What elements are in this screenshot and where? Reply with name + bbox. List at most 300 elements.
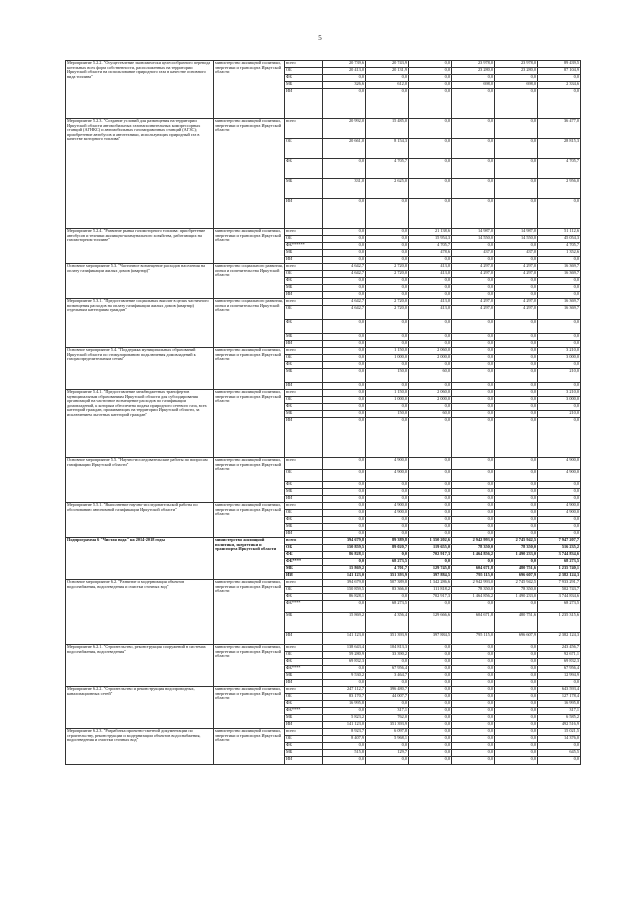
value-cell: 317,1: [366, 708, 409, 715]
value-cell: 0,0: [409, 418, 452, 458]
source-cell: МБ: [285, 250, 323, 257]
value-cell: 492 516,9: [538, 722, 581, 729]
value-cell: 0,0: [495, 397, 538, 404]
value-cell: 78 350,0: [452, 587, 495, 594]
value-cell: 60,0: [409, 369, 452, 383]
value-cell: 0,0: [538, 75, 581, 82]
value-cell: 4 705,7: [538, 243, 581, 250]
value-cell: 413,0: [409, 271, 452, 278]
value-cell: 2 745 942,5: [495, 580, 538, 587]
value-cell: 0,0: [323, 355, 366, 362]
value-cell: 0,0: [323, 411, 366, 418]
source-cell: ОБ: [285, 397, 323, 404]
value-cell: 2 942 993,0: [452, 538, 495, 545]
value-cell: 0,0: [495, 666, 538, 673]
value-cell: 0,0: [323, 159, 366, 179]
value-cell: 45 054,3: [538, 236, 581, 243]
value-cell: 0,0: [366, 404, 409, 411]
value-cell: 413,0: [409, 264, 452, 271]
value-cell: 0,0: [409, 715, 452, 722]
value-cell: 0,0: [366, 257, 409, 264]
source-cell: МБ: [285, 750, 323, 757]
value-cell: 23 978,0: [452, 61, 495, 68]
value-cell: 0,0: [495, 687, 538, 694]
value-cell: 0,0: [538, 292, 581, 299]
value-cell: 92 671,1: [538, 652, 581, 659]
value-cell: 0,0: [495, 680, 538, 687]
value-cell: 0,0: [323, 458, 366, 470]
value-cell: 0,0: [538, 334, 581, 341]
value-cell: 4 900,0: [538, 470, 581, 482]
value-cell: 9 530,2: [323, 673, 366, 680]
source-cell: ФБ: [285, 482, 323, 489]
value-cell: 0,0: [452, 362, 495, 369]
value-cell: 0,0: [409, 673, 452, 680]
source-cell: всего: [285, 580, 323, 587]
value-cell: 0,0: [495, 503, 538, 510]
source-cell: всего: [285, 348, 323, 355]
value-cell: 0,0: [495, 470, 538, 482]
value-cell: 698,0: [495, 82, 538, 89]
table-row: [66, 538, 581, 545]
value-cell: 89 389,8: [366, 538, 409, 545]
table-row: [66, 390, 581, 397]
value-cell: 2 382 124,3: [538, 633, 581, 645]
value-cell: 0,0: [495, 757, 538, 765]
value-cell: 0,0: [538, 496, 581, 503]
value-cell: 2 720,0: [366, 264, 409, 271]
value-cell: 4 297,0: [452, 271, 495, 278]
value-cell: 0,0: [409, 362, 452, 369]
measure-cell: Основное мероприятие 5.5. "Научно-исследовательские работы по вопросам газификации Иркутской области": [66, 458, 214, 503]
value-cell: 127 178,4: [538, 694, 581, 701]
measure-cell: Мероприятие 6.2.3. "Разработка проектно-сметной документации по строительству, реконструкции и модернизации объектов водоснабжения, водоотведения и очистки сточных вод": [66, 729, 214, 765]
value-cell: 1 352,6: [538, 250, 581, 257]
value-cell: 0,0: [495, 531, 538, 538]
source-cell: ФБ: [285, 278, 323, 285]
value-cell: 0,0: [323, 390, 366, 397]
value-cell: 0,0: [495, 673, 538, 680]
value-cell: 0,0: [409, 503, 452, 510]
value-cell: 394 679,8: [323, 538, 366, 545]
value-cell: 150 859,5: [323, 587, 366, 594]
value-cell: 4 642,7: [323, 264, 366, 271]
value-cell: 696 607,9: [495, 573, 538, 580]
value-cell: 0,0: [409, 341, 452, 348]
value-cell: 20 661,0: [323, 139, 366, 159]
value-cell: 0,0: [495, 348, 538, 355]
value-cell: 0,0: [538, 341, 581, 348]
value-cell: 138 643,4: [323, 645, 366, 652]
source-cell: ИИ: [285, 418, 323, 458]
value-cell: 4 356,4: [366, 613, 409, 633]
value-cell: 0,0: [366, 341, 409, 348]
value-cell: 0,0: [452, 257, 495, 264]
value-cell: 28 815,3: [538, 139, 581, 159]
source-cell: ИИ: [285, 573, 323, 580]
source-cell: МБ: [285, 673, 323, 680]
value-cell: 1 235 315,6: [538, 613, 581, 633]
value-cell: 0,0: [323, 559, 366, 566]
value-cell: 0,0: [409, 757, 452, 765]
value-cell: 0,0: [323, 320, 366, 334]
value-cell: 0,0: [323, 757, 366, 765]
value-cell: 0,0: [452, 743, 495, 750]
value-cell: 645,5: [538, 750, 581, 757]
source-cell: ИИ: [285, 680, 323, 687]
value-cell: 60,0: [409, 411, 452, 418]
value-cell: 210,0: [538, 411, 581, 418]
value-cell: 0,0: [409, 383, 452, 390]
source-cell: ФБ: [285, 320, 323, 334]
source-cell: ФБ: [285, 594, 323, 601]
value-cell: 0,0: [409, 524, 452, 531]
source-cell: ИИ: [285, 89, 323, 119]
value-cell: 33 390,2: [366, 652, 409, 659]
value-cell: 0,0: [409, 559, 452, 566]
value-cell: 0,0: [495, 411, 538, 418]
value-cell: 0,0: [409, 750, 452, 757]
source-cell: МБ: [285, 566, 323, 573]
value-cell: 0,0: [366, 292, 409, 299]
value-cell: 0,0: [452, 736, 495, 743]
value-cell: 83 366,0: [366, 587, 409, 594]
source-cell: ИИ: [285, 531, 323, 538]
value-cell: 0,0: [495, 390, 538, 397]
value-cell: 0,0: [495, 659, 538, 666]
value-cell: 3 210,0: [538, 348, 581, 355]
value-cell: 2 720,0: [366, 299, 409, 306]
source-cell: МБ: [285, 369, 323, 383]
value-cell: 0,0: [323, 229, 366, 236]
value-cell: 0,0: [409, 119, 452, 139]
value-cell: 0,0: [409, 292, 452, 299]
measure-cell: Мероприятие 5.2.2. "Осуществление экономически целесообразного перевода котельных всех форм собственности, расположенных на территории Иркутской области на использование природного газа в качестве основного вида топлива": [66, 61, 214, 119]
value-cell: 2 334,6: [538, 82, 581, 89]
value-cell: 0,0: [409, 179, 452, 199]
value-cell: 0,0: [495, 159, 538, 179]
value-cell: 478,6: [409, 250, 452, 257]
value-cell: 0,0: [495, 743, 538, 750]
value-cell: 0,0: [495, 362, 538, 369]
value-cell: 0,0: [495, 179, 538, 199]
source-cell: ФБ****: [285, 708, 323, 715]
value-cell: 480 751,6: [495, 566, 538, 573]
source-cell: всего: [285, 458, 323, 470]
source-cell: ОБ: [285, 470, 323, 482]
page-number: 5: [318, 34, 322, 42]
value-cell: 0,0: [538, 489, 581, 496]
source-cell: ФБ****: [285, 601, 323, 613]
value-cell: 4 701,7: [366, 566, 409, 573]
value-cell: 795 115,0: [452, 633, 495, 645]
table-row: [66, 119, 581, 139]
value-cell: 0,0: [409, 404, 452, 411]
value-cell: 4 900,0: [538, 458, 581, 470]
value-cell: 0,0: [495, 482, 538, 489]
source-cell: ФБ: [285, 404, 323, 411]
value-cell: 0,0: [452, 285, 495, 292]
value-cell: 0,0: [323, 517, 366, 524]
value-cell: 397 884,5: [409, 573, 452, 580]
value-cell: 0,0: [495, 369, 538, 383]
table-row: [66, 503, 581, 510]
value-cell: 0,0: [452, 496, 495, 503]
value-cell: 0,0: [366, 383, 409, 390]
value-cell: 20 131,9: [366, 68, 409, 75]
value-cell: 1 000,0: [366, 355, 409, 362]
source-cell: МБ: [285, 489, 323, 496]
value-cell: 0,0: [452, 278, 495, 285]
value-cell: 0,0: [323, 680, 366, 687]
source-cell: ИИ: [285, 292, 323, 299]
value-cell: 0,0: [366, 89, 409, 119]
value-cell: 0,0: [452, 750, 495, 757]
value-cell: 0,0: [409, 496, 452, 503]
value-cell: 0,0: [323, 470, 366, 482]
value-cell: 0,0: [538, 199, 581, 229]
value-cell: 0,0: [452, 701, 495, 708]
value-cell: 0,0: [323, 708, 366, 715]
value-cell: 0,0: [323, 369, 366, 383]
value-cell: 0,0: [366, 489, 409, 496]
source-cell: ФБ: [285, 743, 323, 750]
value-cell: 0,0: [323, 496, 366, 503]
source-cell: ИИ: [285, 722, 323, 729]
value-cell: 0,0: [409, 334, 452, 341]
value-cell: 0,0: [366, 701, 409, 708]
value-cell: 0,0: [323, 510, 366, 517]
value-cell: 0,0: [323, 397, 366, 404]
value-cell: 515,8: [323, 750, 366, 757]
value-cell: 0,0: [538, 524, 581, 531]
value-cell: 0,0: [366, 334, 409, 341]
value-cell: 0,0: [366, 250, 409, 257]
value-cell: 0,0: [495, 750, 538, 757]
value-cell: 0,0: [323, 243, 366, 250]
source-cell: всего: [285, 729, 323, 736]
value-cell: 0,0: [452, 489, 495, 496]
value-cell: 0,0: [323, 278, 366, 285]
value-cell: 0,0: [452, 531, 495, 538]
source-cell: всего: [285, 229, 323, 236]
value-cell: 762,0: [366, 715, 409, 722]
value-cell: 67 956,4: [366, 666, 409, 673]
measure-cell: Основное мероприятие 5.3. "Частичное возмещение расходов населения на оплату газификации жилых домов (квартир)": [66, 264, 214, 299]
value-cell: 0,0: [452, 645, 495, 652]
value-cell: 129,7: [366, 750, 409, 757]
value-cell: 8 407,9: [323, 736, 366, 743]
value-cell: 0,0: [409, 89, 452, 119]
value-cell: 16 369,7: [538, 271, 581, 278]
value-cell: 86 828,1: [323, 594, 366, 601]
value-cell: 795 115,0: [452, 573, 495, 580]
value-cell: 397 884,5: [409, 633, 452, 645]
value-cell: 326,6: [323, 82, 366, 89]
value-cell: 15 485,0: [366, 119, 409, 139]
executor-cell: министерство жилищной политики, энергетики и транспорта Иркутской области: [214, 229, 285, 264]
value-cell: 0,0: [452, 179, 495, 199]
value-cell: 14 376,0: [538, 736, 581, 743]
value-cell: 0,0: [495, 355, 538, 362]
value-cell: 15 869,2: [323, 566, 366, 573]
value-cell: 0,0: [452, 757, 495, 765]
source-cell: всего: [285, 299, 323, 306]
value-cell: 0,0: [495, 199, 538, 229]
executor-cell: министерство жилищной политики, энергетики и транспорта Иркутской области: [214, 645, 285, 687]
value-cell: 2 060,0: [409, 348, 452, 355]
value-cell: 83 170,7: [323, 694, 366, 701]
value-cell: 210,0: [538, 369, 581, 383]
value-cell: 4 900,0: [538, 510, 581, 517]
value-cell: 4 705,7: [366, 159, 409, 179]
source-cell: ОБ: [285, 271, 323, 278]
value-cell: 0,0: [366, 496, 409, 503]
value-cell: 0,0: [452, 510, 495, 517]
value-cell: 0,0: [538, 743, 581, 750]
source-cell: ФБ: [285, 701, 323, 708]
source-cell: ФБ: [285, 517, 323, 524]
value-cell: 0,0: [409, 278, 452, 285]
source-cell: ОБ: [285, 139, 323, 159]
value-cell: 0,0: [323, 666, 366, 673]
value-cell: 0,0: [495, 517, 538, 524]
source-cell: МБ: [285, 334, 323, 341]
value-cell: 0,0: [409, 736, 452, 743]
value-cell: 7 933 291,7: [538, 580, 581, 587]
value-cell: 0,0: [452, 159, 495, 179]
value-cell: 0,0: [538, 362, 581, 369]
value-cell: 0,0: [495, 715, 538, 722]
source-cell: МБ: [285, 715, 323, 722]
source-cell: ОБ: [285, 355, 323, 362]
value-cell: 0,0: [452, 292, 495, 299]
value-cell: 604 671,8: [452, 566, 495, 573]
value-cell: 0,0: [538, 418, 581, 458]
value-cell: 4 642,7: [323, 271, 366, 278]
value-cell: 0,0: [495, 75, 538, 82]
value-cell: 4 297,0: [452, 306, 495, 320]
value-cell: 413,0: [409, 299, 452, 306]
value-cell: 4 642,7: [323, 306, 366, 320]
value-cell: 0,0: [409, 199, 452, 229]
value-cell: 4 297,0: [452, 264, 495, 271]
value-cell: 0,0: [495, 458, 538, 470]
source-cell: МБ: [285, 524, 323, 531]
value-cell: 141 123,0: [323, 722, 366, 729]
source-cell: МБ: [285, 179, 323, 199]
value-cell: 0,0: [495, 524, 538, 531]
source-cell: ОБ: [285, 736, 323, 743]
value-cell: 0,0: [366, 362, 409, 369]
value-cell: 0,0: [366, 757, 409, 765]
value-cell: 0,0: [538, 482, 581, 489]
value-cell: 1 464 856,2: [452, 552, 495, 559]
value-cell: 0,0: [452, 715, 495, 722]
table-row: [66, 229, 581, 236]
value-cell: 2 625,0: [366, 179, 409, 199]
source-cell: ФБ: [285, 552, 323, 559]
value-cell: 36 477,0: [538, 119, 581, 139]
value-cell: 0,0: [409, 680, 452, 687]
value-cell: 4 705,7: [538, 159, 581, 179]
value-cell: 51 112,6: [538, 229, 581, 236]
table-row: [66, 458, 581, 470]
value-cell: 0,0: [323, 236, 366, 243]
value-cell: 0,0: [323, 404, 366, 411]
source-cell: ФБ****: [285, 666, 323, 673]
source-cell: ИИ: [285, 633, 323, 645]
value-cell: 0,0: [538, 517, 581, 524]
value-cell: 21 138,6: [409, 229, 452, 236]
value-cell: 0,0: [409, 659, 452, 666]
value-cell: 89 439,5: [538, 61, 581, 68]
value-cell: 0,0: [409, 666, 452, 673]
value-cell: 0,0: [538, 320, 581, 334]
value-cell: 0,0: [452, 334, 495, 341]
value-cell: 0,0: [495, 652, 538, 659]
value-cell: 0,0: [366, 594, 409, 601]
value-cell: 0,0: [495, 119, 538, 139]
source-cell: МБ: [285, 411, 323, 418]
value-cell: 16 369,7: [538, 264, 581, 271]
value-cell: 0,0: [452, 418, 495, 458]
value-cell: 0,0: [495, 257, 538, 264]
value-cell: 0,0: [409, 729, 452, 736]
value-cell: 0,0: [452, 243, 495, 250]
value-cell: 15 954,3: [409, 236, 452, 243]
table-row: [66, 645, 581, 652]
value-cell: 351 393,9: [366, 633, 409, 645]
source-cell: ФБ: [285, 362, 323, 369]
value-cell: 0,0: [452, 694, 495, 701]
value-cell: 0,0: [323, 362, 366, 369]
value-cell: 0,0: [366, 75, 409, 82]
value-cell: 23 978,0: [495, 61, 538, 68]
value-cell: 0,0: [366, 482, 409, 489]
value-cell: 4 900,0: [366, 503, 409, 510]
value-cell: 437,0: [452, 250, 495, 257]
value-cell: 0,0: [366, 199, 409, 229]
value-cell: 480 751,6: [495, 613, 538, 633]
value-cell: 4 297,0: [495, 264, 538, 271]
value-cell: 0,0: [452, 729, 495, 736]
value-cell: 0,0: [409, 601, 452, 613]
value-cell: 2 720,0: [366, 271, 409, 278]
value-cell: 0,0: [452, 517, 495, 524]
value-cell: 0,0: [452, 470, 495, 482]
value-cell: 68 273,5: [366, 601, 409, 613]
value-cell: 247 112,7: [323, 687, 366, 694]
value-cell: 0,0: [323, 531, 366, 538]
value-cell: 0,0: [409, 61, 452, 68]
value-cell: 0,0: [452, 199, 495, 229]
value-cell: 0,0: [452, 708, 495, 715]
source-cell: ИИ: [285, 383, 323, 390]
source-cell: МБ: [285, 285, 323, 292]
executor-cell: министерство жилищной политики, энергетики и транспорта Иркутской области: [214, 458, 285, 503]
measure-cell: Основное мероприятие 6.2. "Развитие и модернизация объектов водоснабжения, водоотведения и очистки сточных вод": [66, 580, 214, 645]
executor-cell: министерство жилищной политики, энергетики и транспорта Иркутской области: [214, 348, 285, 390]
value-cell: 0,0: [495, 601, 538, 613]
value-cell: 14 987,0: [495, 229, 538, 236]
value-cell: 0,0: [495, 645, 538, 652]
value-cell: 0,0: [409, 68, 452, 75]
source-cell: всего: [285, 61, 323, 68]
source-cell: ОБ: [285, 587, 323, 594]
value-cell: 2 000,0: [409, 355, 452, 362]
value-cell: 0,0: [409, 517, 452, 524]
